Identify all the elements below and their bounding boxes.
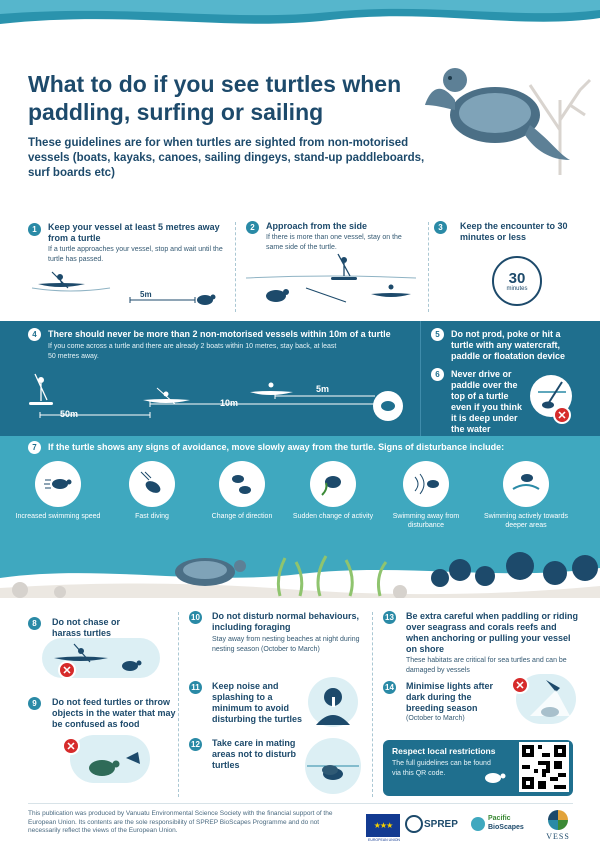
tip-number: 6 — [431, 368, 444, 381]
shush-icon — [308, 677, 358, 727]
tip7-heading: If the turtle shows any signs of avoidance, move slowly away from the turtle. Signs of disturbance include: — [48, 442, 505, 452]
tip1-body: If a turtle approaches your vessel, stop and wait until the turtle has passed. — [48, 246, 223, 263]
bioscapes-logo-text: BioScapes — [488, 824, 524, 831]
vess-logo-text: VESS — [546, 832, 570, 841]
page-title: What to do if you see turtles when paddling, surfing or sailing — [28, 71, 402, 125]
tip-number: 10 — [189, 611, 202, 624]
not-allowed-icon: ✕ — [62, 737, 80, 755]
tip-number: 3 — [434, 221, 447, 234]
tip-number: 13 — [383, 611, 396, 624]
tip13-body: These habitats are critical for sea turtles and can be damaged by vessels — [406, 657, 567, 674]
tip-number: 9 — [28, 697, 41, 710]
sign-fast-diving-icon — [129, 461, 175, 507]
distance-10m: 10m — [220, 398, 239, 408]
sign-sudden-change-icon — [310, 461, 356, 507]
tip9-heading: Do not feed turtles or throw objects in the water that may be confused as food — [52, 697, 176, 729]
tip2-heading: Approach from the side — [266, 221, 368, 231]
eu-logo-text: EUROPEAN UNION — [368, 838, 400, 842]
tip-number: 8 — [28, 617, 41, 630]
clock-icon — [492, 256, 542, 306]
tip13-heading: Be extra careful when paddling or riding over seagrass and corals reefs and when anchoring or pulling your vessel on shore — [406, 611, 579, 654]
tip4-heading: There should never be more than 2 non-motorised vessels within 10m of a turtle — [48, 329, 391, 339]
tip-number: 1 — [28, 223, 41, 236]
sign-label: Change of direction — [211, 513, 273, 520]
tip4-body: If you come across a turtle and there are already 2 boats within 10 metres, stay back, at least 50 metres away. — [48, 343, 337, 360]
approach-side-illustration — [246, 252, 416, 312]
tip-number: 12 — [189, 738, 202, 751]
top-wave — [0, 0, 600, 60]
sign-increased-speed-icon — [35, 461, 81, 507]
bioscapes-logo-mark — [471, 817, 485, 831]
sign-label: Increased swimming speed — [15, 513, 101, 520]
sprep-logo-text: SPREP — [424, 819, 458, 830]
tip10-body: Stay away from nesting beaches at night during nesting season (October to March) — [212, 636, 360, 653]
tip-number: 4 — [28, 328, 41, 341]
page-subtitle: These guidelines are for when turtles are sighted from non-motorised vessels (boats, kayaks, canoes, sailing dingeys, stand-up paddleboards, surf boards etc) — [28, 137, 425, 179]
sign-label: Fast diving — [135, 513, 169, 520]
sign-label: Sudden change of activity — [292, 513, 374, 520]
tip6-heading: Never drive or paddle over the top of a turtle even if you think it is deep under the water — [451, 369, 523, 434]
footer-text: This publication was produced by Vanuatu Environmental Science Society with the financial support of the European Union. Its contents are the sole responsibility of SPREP BioScapes Programme and do not necessarily reflect the views of the European Union. — [28, 810, 333, 834]
sign-label: Swimming actively towards deeper areas — [483, 513, 569, 529]
respect-heading: Respect local restrictions — [392, 746, 496, 756]
tip3-heading: Keep the encounter to 30 minutes or less — [460, 221, 568, 242]
sign-label: Swimming away from disturbance — [392, 513, 460, 529]
distance-5m: 5m — [316, 384, 330, 394]
tip1-heading: Keep your vessel at least 5 metres away from a turtle — [48, 222, 220, 243]
small-turtle-icon — [480, 768, 508, 786]
respect-body: The full guidelines can be found via this QR code. — [392, 760, 491, 777]
tip5-heading: Do not prod, poke or hit a turtle with any watercraft, paddle or floatation device — [451, 329, 566, 361]
tip10-heading: Do not disturb normal behaviours, including foraging — [212, 611, 360, 632]
pacific-logo-text: Pacific — [488, 815, 511, 822]
not-allowed-icon: ✕ — [553, 406, 571, 424]
kayak-distance-illustration — [30, 266, 220, 314]
tip-number: 11 — [189, 681, 202, 694]
tip1-distance: 5m — [140, 290, 152, 299]
turtle-food-icon — [78, 742, 153, 782]
clock-number: 30 — [508, 269, 526, 287]
vess-logo-mark — [548, 810, 568, 830]
distance-50m: 50m — [60, 409, 79, 419]
tip8-heading: Do not chase or harass turtles — [52, 617, 121, 638]
turtle-illustration — [420, 60, 595, 180]
sprep-logo-mark — [405, 815, 423, 833]
clock-unit: minutes — [506, 285, 528, 292]
seabed-illustration — [0, 548, 600, 598]
tip-number: 5 — [431, 328, 444, 341]
tip12-heading: Take care in mating areas not to disturb turtles — [212, 738, 297, 770]
not-allowed-icon: ✕ — [511, 676, 529, 694]
tip14-heading: Minimise lights after dark during the breeding season — [406, 681, 494, 713]
qr-code[interactable] — [519, 742, 569, 792]
sign-deeper-areas-icon — [503, 461, 549, 507]
tip2-body: If there is more than one vessel, stay on the same side of the turtle. — [266, 234, 402, 251]
not-allowed-icon: ✕ — [58, 661, 76, 679]
tip11-heading: Keep noise and splashing to a minimum to avoid disturbing the turtles — [212, 681, 302, 724]
sign-swim-away-icon — [403, 461, 449, 507]
turtles-icon — [305, 738, 361, 794]
tip14-body: (October to March) — [406, 715, 465, 722]
sign-change-direction-icon — [219, 461, 265, 507]
eu-flag-logo: ★★★ — [366, 814, 400, 837]
tip-number: 14 — [383, 681, 396, 694]
tip-number: 2 — [246, 221, 259, 234]
tip-number: 7 — [28, 441, 41, 454]
